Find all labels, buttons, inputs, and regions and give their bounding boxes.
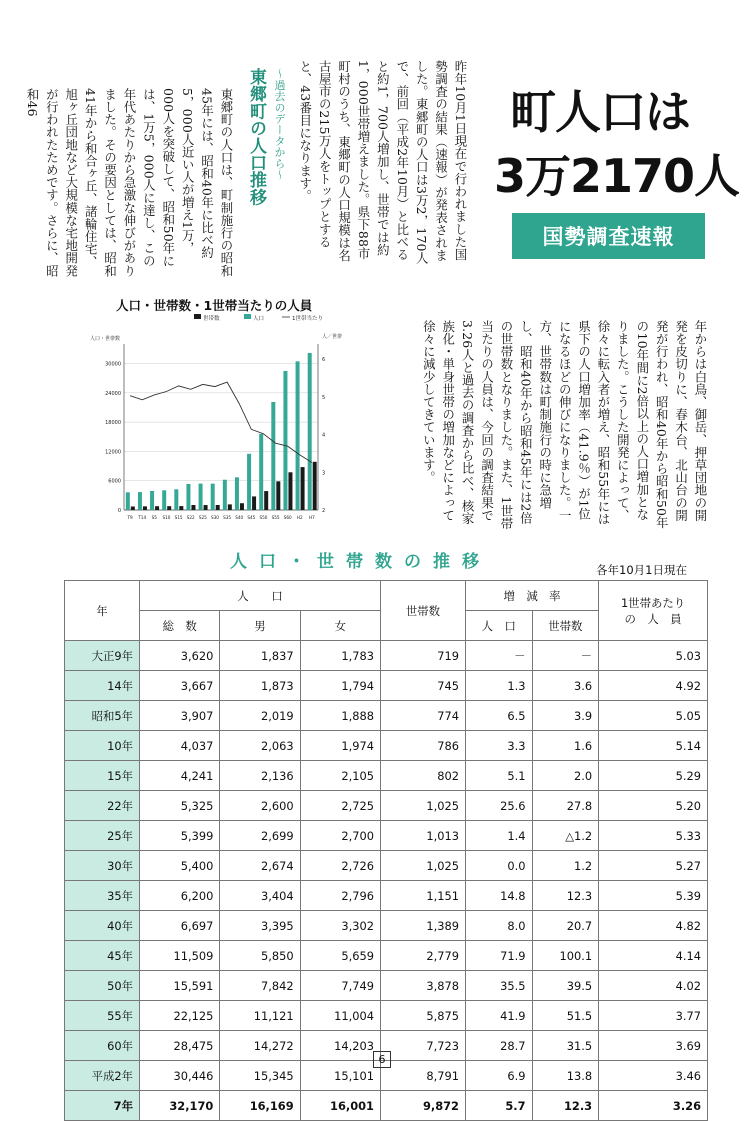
table-cell: 20.7 xyxy=(532,911,599,941)
y-axis-label-right: 人／世帯 xyxy=(322,334,343,340)
header-population: 人 口 xyxy=(140,581,381,611)
table-cell: 2,105 xyxy=(300,761,380,791)
table-cell: 2,019 xyxy=(220,701,300,731)
bar-population xyxy=(186,484,190,510)
table-cell: 774 xyxy=(380,701,465,731)
table-cell: 6,200 xyxy=(140,881,220,911)
table-cell-year: 50年 xyxy=(65,971,140,1001)
table-cell-year: 35年 xyxy=(65,881,140,911)
header-per-household xyxy=(599,581,708,641)
table-title: 人口・世帯数の推移 xyxy=(230,552,491,572)
table-cell: 3,667 xyxy=(140,671,220,701)
table-cell: 31.5 xyxy=(532,1031,599,1061)
table-cell: 13.8 xyxy=(532,1061,599,1091)
x-tick-label: S55 xyxy=(271,515,280,520)
bar-households xyxy=(131,506,135,510)
table-cell: 7,749 xyxy=(300,971,380,1001)
table-cell: 3.3 xyxy=(465,731,532,761)
y-tick-left: 12000 xyxy=(105,449,121,456)
table-cell-year: 45年 xyxy=(65,941,140,971)
table-cell: 5,400 xyxy=(140,851,220,881)
article-column-1: 昨年10月1日現在で行われました国勢調査の結果（速報）が発表されました。東郷町の人口は3万2，170人で、前回（平成2年10月）と比べると約1，700人増加し、世帯では約1，000世帯増えました。県下88市町村のうち、東郷町の人口規模は名古屋市の215万人をトップとすると、43番目になります。 xyxy=(297,60,468,265)
legend-label-population: 人口 xyxy=(253,316,265,322)
x-tick-label: T14 xyxy=(138,515,147,520)
table-cell: 6.5 xyxy=(465,701,532,731)
y-tick-left: 24000 xyxy=(105,390,121,397)
header-rate-population: 人 口 xyxy=(465,611,532,641)
table-cell: 14.8 xyxy=(465,881,532,911)
sidebar-title: 東郷町の人口推移 xyxy=(246,68,266,206)
table-cell: 15,101 xyxy=(300,1061,380,1091)
header-households: 世帯数 xyxy=(380,581,465,641)
table-cell: 3,620 xyxy=(140,641,220,671)
bar-population xyxy=(150,491,154,510)
bar-population xyxy=(174,489,178,510)
table-cell: 0.0 xyxy=(465,851,532,881)
table-cell: 1,013 xyxy=(380,821,465,851)
bar-population xyxy=(283,371,287,510)
table-cell: 15,345 xyxy=(220,1061,300,1091)
x-tick-label: S45 xyxy=(247,515,256,520)
bar-households xyxy=(143,506,147,510)
table-cell: 1,151 xyxy=(380,881,465,911)
header-rate: 増 減 率 xyxy=(465,581,598,611)
page-number: 6 xyxy=(373,1051,391,1068)
table-row xyxy=(65,851,708,881)
table-cell: 3.69 xyxy=(599,1031,708,1061)
y-tick-left: 30000 xyxy=(105,361,121,368)
y-tick-right: 3 xyxy=(322,470,326,477)
table-cell: 1,025 xyxy=(380,851,465,881)
bar-population xyxy=(296,361,300,510)
table-cell: － xyxy=(465,641,532,671)
table-cell: 4.14 xyxy=(599,941,708,971)
table-cell: 51.5 xyxy=(532,1001,599,1031)
y-tick-right: 2 xyxy=(322,508,326,514)
table-cell: 35.5 xyxy=(465,971,532,1001)
table-cell: 1,888 xyxy=(300,701,380,731)
table-cell: 2.0 xyxy=(532,761,599,791)
table-cell: 1.3 xyxy=(465,671,532,701)
table-cell: 4.82 xyxy=(599,911,708,941)
table-row xyxy=(65,731,708,761)
y-tick-right: 6 xyxy=(322,357,326,364)
table-cell: 2,725 xyxy=(300,791,380,821)
table-cell: 745 xyxy=(380,671,465,701)
table-cell: 5.39 xyxy=(599,881,708,911)
bar-population xyxy=(271,402,275,510)
table-cell: 1,837 xyxy=(220,641,300,671)
table-cell: 14,203 xyxy=(300,1031,380,1061)
table-row xyxy=(65,911,708,941)
y-tick-left: 18000 xyxy=(105,420,121,427)
table-cell: 3.6 xyxy=(532,671,599,701)
table-cell: 15,591 xyxy=(140,971,220,1001)
table-cell-year: 55年 xyxy=(65,1001,140,1031)
table-cell: 1.6 xyxy=(532,731,599,761)
x-tick-label: S35 xyxy=(223,515,232,520)
y-tick-right: 4 xyxy=(322,432,326,439)
x-tick-label: T9 xyxy=(127,515,133,520)
table-cell: 7,723 xyxy=(380,1031,465,1061)
table-cell-year: 14年 xyxy=(65,671,140,701)
x-tick-label: S25 xyxy=(198,515,207,520)
table-cell: 6,697 xyxy=(140,911,220,941)
table-cell: 3.9 xyxy=(532,701,599,731)
bar-population xyxy=(162,490,166,510)
x-tick-label: H2 xyxy=(296,515,303,520)
table-cell: 16,001 xyxy=(300,1091,380,1121)
header-female: 女 xyxy=(300,611,380,641)
table-cell: 3,404 xyxy=(220,881,300,911)
table-row xyxy=(65,1091,708,1121)
table-cell: 12.3 xyxy=(532,881,599,911)
table-cell: △1.2 xyxy=(532,821,599,851)
x-tick-label: S5 xyxy=(151,515,157,520)
x-tick-label: S50 xyxy=(259,515,268,520)
table-cell-year: 25年 xyxy=(65,821,140,851)
table-cell: 5,875 xyxy=(380,1001,465,1031)
table-row xyxy=(65,701,708,731)
header-male: 男 xyxy=(220,611,300,641)
table-cell: 9,872 xyxy=(380,1091,465,1121)
table-row xyxy=(65,761,708,791)
table-row xyxy=(65,671,708,701)
table-cell: 1,389 xyxy=(380,911,465,941)
x-tick-label: S22 xyxy=(186,515,195,520)
headline-line2: 3万2170人 xyxy=(494,149,740,203)
legend-swatch-population xyxy=(244,314,251,319)
table-cell: 22,125 xyxy=(140,1001,220,1031)
sidebar-heading xyxy=(238,68,290,273)
table-cell: 5,399 xyxy=(140,821,220,851)
table-cell: 5,850 xyxy=(220,941,300,971)
table-cell: 25.6 xyxy=(465,791,532,821)
table-cell: 786 xyxy=(380,731,465,761)
table-cell: 719 xyxy=(380,641,465,671)
table-cell: 11,121 xyxy=(220,1001,300,1031)
table-cell: 4,241 xyxy=(140,761,220,791)
x-tick-label: S10 xyxy=(162,515,171,520)
table-cell: 3.77 xyxy=(599,1001,708,1031)
legend-label-households: 世帯数 xyxy=(203,316,220,322)
table-cell: 4.92 xyxy=(599,671,708,701)
bar-households xyxy=(167,506,171,510)
header-per-household-line2: の 人 員 xyxy=(624,611,682,626)
bar-households xyxy=(204,505,208,510)
table-cell: 27.8 xyxy=(532,791,599,821)
x-tick-label: S40 xyxy=(235,515,244,520)
article-column-2: 年からは白鳥、御岳、押草団地の開発を皮切りに、春木台、北山台の開発が行われ、昭和40年から昭和50年の10年間に2倍以上の人口増加となりました。こうした開発によって、徐々に転入者が増え、昭和55年には県下の人口増加率（41.9％）が1位になるほどの伸びになりました。一方、世帯数は町制施行の時に急増し、昭和40年から昭和45年には2倍の世帯数となりました。また、1世帯当たりの人員は、今回の調査結果で3.26人と過去の調査から比べ、核家族化・単身世帯の増加などによって徐々に減少してきています。 xyxy=(421,320,708,530)
x-tick-label: S60 xyxy=(283,515,292,520)
table-cell: 1,783 xyxy=(300,641,380,671)
table-cell: 11,004 xyxy=(300,1001,380,1031)
bar-households xyxy=(276,481,280,510)
table-cell-year: 60年 xyxy=(65,1031,140,1061)
table-cell: 5.14 xyxy=(599,731,708,761)
header-rate-households: 世帯数 xyxy=(532,611,599,641)
badge-census-bulletin: 国勢調査速報 xyxy=(512,213,705,259)
table-cell: － xyxy=(532,641,599,671)
table-cell-year: 22年 xyxy=(65,791,140,821)
table-cell: 32,170 xyxy=(140,1091,220,1121)
bar-population xyxy=(223,480,227,510)
table-cell: 5.27 xyxy=(599,851,708,881)
bar-population xyxy=(259,434,263,510)
y-tick-left: 6000 xyxy=(108,478,121,485)
bar-population xyxy=(247,454,251,510)
table-cell: 6.9 xyxy=(465,1061,532,1091)
table-cell: 4,037 xyxy=(140,731,220,761)
table-cell: 2,136 xyxy=(220,761,300,791)
table-cell: 28.7 xyxy=(465,1031,532,1061)
table-cell-year: 30年 xyxy=(65,851,140,881)
header-year: 年 xyxy=(65,581,140,641)
table-cell-year: 平成2年 xyxy=(65,1061,140,1091)
table-cell: 39.5 xyxy=(532,971,599,1001)
y-tick-right: 5 xyxy=(322,394,326,401)
table-note: 各年10月1日現在 xyxy=(596,563,687,577)
table-cell-year: 10年 xyxy=(65,731,140,761)
bar-households xyxy=(288,472,292,510)
bar-households xyxy=(252,496,256,510)
table-cell: 16,169 xyxy=(220,1091,300,1121)
table-cell: 2,779 xyxy=(380,941,465,971)
population-table xyxy=(64,580,708,1121)
table-cell: 11,509 xyxy=(140,941,220,971)
bar-households xyxy=(191,505,195,510)
x-tick-label: S30 xyxy=(210,515,219,520)
table-cell: 5.33 xyxy=(599,821,708,851)
table-cell: 2,726 xyxy=(300,851,380,881)
table-cell: 1.2 xyxy=(532,851,599,881)
table-cell: 3.26 xyxy=(599,1091,708,1121)
table-row xyxy=(65,641,708,671)
bar-population xyxy=(211,484,215,510)
headline xyxy=(494,80,740,208)
sidebar-subtitle: 〜過去のデータから〜 xyxy=(273,68,286,180)
table-cell: 12.3 xyxy=(532,1091,599,1121)
header-per-household-line1: 1世帯あたり xyxy=(620,595,686,610)
table-cell: 802 xyxy=(380,761,465,791)
bar-population xyxy=(138,492,142,510)
table-cell: 28,475 xyxy=(140,1031,220,1061)
bar-households xyxy=(155,506,159,510)
bar-households xyxy=(228,504,232,510)
table-cell-year: 7年 xyxy=(65,1091,140,1121)
table-cell: 8,791 xyxy=(380,1061,465,1091)
table-cell: 2,063 xyxy=(220,731,300,761)
table-cell-year: 大正9年 xyxy=(65,641,140,671)
x-tick-label: H7 xyxy=(309,515,315,520)
table-cell: 5.29 xyxy=(599,761,708,791)
table-row xyxy=(65,821,708,851)
bar-households xyxy=(240,503,244,510)
bar-population xyxy=(199,484,203,510)
bar-population xyxy=(126,492,130,510)
table-cell: 71.9 xyxy=(465,941,532,971)
table-row xyxy=(65,881,708,911)
table-cell-year: 昭和5年 xyxy=(65,701,140,731)
table-cell: 3,302 xyxy=(300,911,380,941)
table-cell: 2,699 xyxy=(220,821,300,851)
table-cell: 8.0 xyxy=(465,911,532,941)
table-cell: 5.7 xyxy=(465,1091,532,1121)
table-cell: 5.03 xyxy=(599,641,708,671)
chart-title: 人口・世帯数・1世帯当たりの人員 xyxy=(116,298,313,313)
y-tick-left: 0 xyxy=(117,508,121,514)
population-chart xyxy=(86,312,343,534)
table-cell: 1,025 xyxy=(380,791,465,821)
table-cell: 3,395 xyxy=(220,911,300,941)
table-cell: 3,907 xyxy=(140,701,220,731)
table-body xyxy=(65,641,708,1121)
table-cell: 5.20 xyxy=(599,791,708,821)
table-cell: 5,325 xyxy=(140,791,220,821)
table-cell: 1,873 xyxy=(220,671,300,701)
table-row xyxy=(65,941,708,971)
table-cell: 3,878 xyxy=(380,971,465,1001)
table-cell-year: 40年 xyxy=(65,911,140,941)
table-cell: 1,974 xyxy=(300,731,380,761)
table-cell: 5,659 xyxy=(300,941,380,971)
bar-population xyxy=(308,353,312,510)
bar-households xyxy=(264,491,268,510)
table-cell: 2,600 xyxy=(220,791,300,821)
bar-households xyxy=(216,505,220,510)
table-cell: 5.1 xyxy=(465,761,532,791)
table-cell: 1,794 xyxy=(300,671,380,701)
x-tick-label: S15 xyxy=(174,515,183,520)
table-cell: 4.02 xyxy=(599,971,708,1001)
table-cell: 5.05 xyxy=(599,701,708,731)
table-cell: 100.1 xyxy=(532,941,599,971)
bar-households xyxy=(301,467,305,510)
legend-swatch-households xyxy=(194,314,201,319)
table-cell: 3.46 xyxy=(599,1061,708,1091)
table-cell-year: 15年 xyxy=(65,761,140,791)
legend-label-per-household: 1世帯当たり xyxy=(292,316,323,322)
table-cell: 41.9 xyxy=(465,1001,532,1031)
table-cell: 2,700 xyxy=(300,821,380,851)
table-cell: 7,842 xyxy=(220,971,300,1001)
bar-population xyxy=(235,477,239,510)
table-cell: 2,674 xyxy=(220,851,300,881)
table-row xyxy=(65,971,708,1001)
y-axis-label-left: 人口・世帯数 xyxy=(90,336,121,342)
table-cell: 30,446 xyxy=(140,1061,220,1091)
sidebar-body: 東郷町の人口は、町制施行の昭和45年には、昭和40年に比べ約5，000人近い人が増え1万，000人を突破して、昭和50年には、1万5，000人に達し、この年代あたりから急激な伸びがありました。その要因としては、昭和41年から和合ヶ丘、諸輪住宅、旭ヶ丘団地など大規模な宅地開発が行われたためです。さらに、昭和46 xyxy=(24,88,234,277)
bar-households xyxy=(313,462,317,510)
table-row xyxy=(65,1001,708,1031)
table-row xyxy=(65,791,708,821)
table-cell: 1.4 xyxy=(465,821,532,851)
header-total: 総 数 xyxy=(140,611,220,641)
table-cell: 2,796 xyxy=(300,881,380,911)
bar-households xyxy=(179,506,183,510)
table-cell: 14,272 xyxy=(220,1031,300,1061)
headline-line1: 町人口は xyxy=(510,85,690,139)
